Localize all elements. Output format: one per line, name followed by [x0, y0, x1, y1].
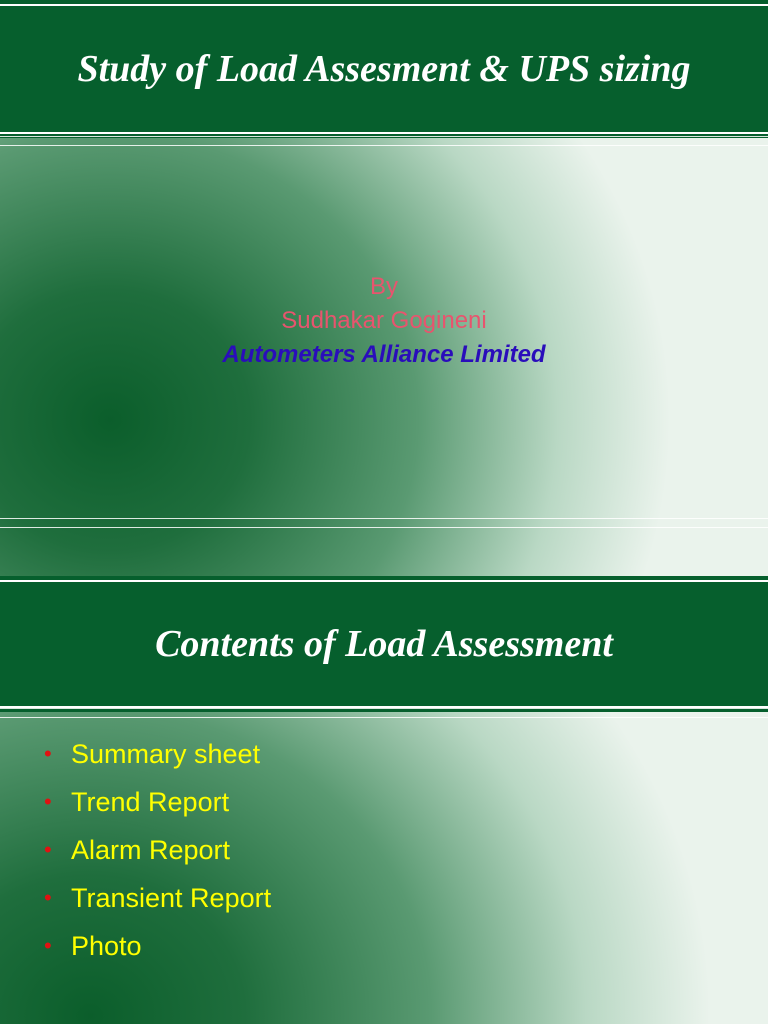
company-name: Autometers Alliance Limited [222, 341, 546, 368]
list-item-label: Transient Report [71, 882, 272, 913]
list-item [44, 874, 271, 922]
list-item-label: Photo [71, 930, 142, 961]
divider-lines [0, 136, 768, 146]
title-band [0, 580, 768, 708]
slide-title-heading: Contents of Load Assessment [155, 623, 613, 665]
bullet-list [44, 730, 271, 970]
list-item [44, 826, 271, 874]
by-label: By [369, 273, 398, 300]
bullet-icon: • [44, 741, 52, 766]
bullet-icon: • [44, 837, 52, 862]
bullet-icon: • [44, 933, 52, 958]
list-item-label: Alarm Report [71, 834, 231, 865]
slide-title-heading: Study of Load Assesment & UPS sizing [77, 48, 691, 90]
bullet-icon: • [44, 789, 52, 814]
list-item [44, 778, 271, 826]
byline [0, 270, 768, 372]
list-item-label: Trend Report [71, 786, 230, 817]
author-name: Sudhakar Gogineni [281, 307, 487, 334]
title-band [0, 4, 768, 134]
list-item [44, 922, 271, 970]
divider-lines [0, 708, 768, 718]
list-item [44, 730, 271, 778]
list-item-label: Summary sheet [71, 738, 261, 769]
divider-lines [0, 518, 768, 528]
bullet-icon: • [44, 885, 52, 910]
